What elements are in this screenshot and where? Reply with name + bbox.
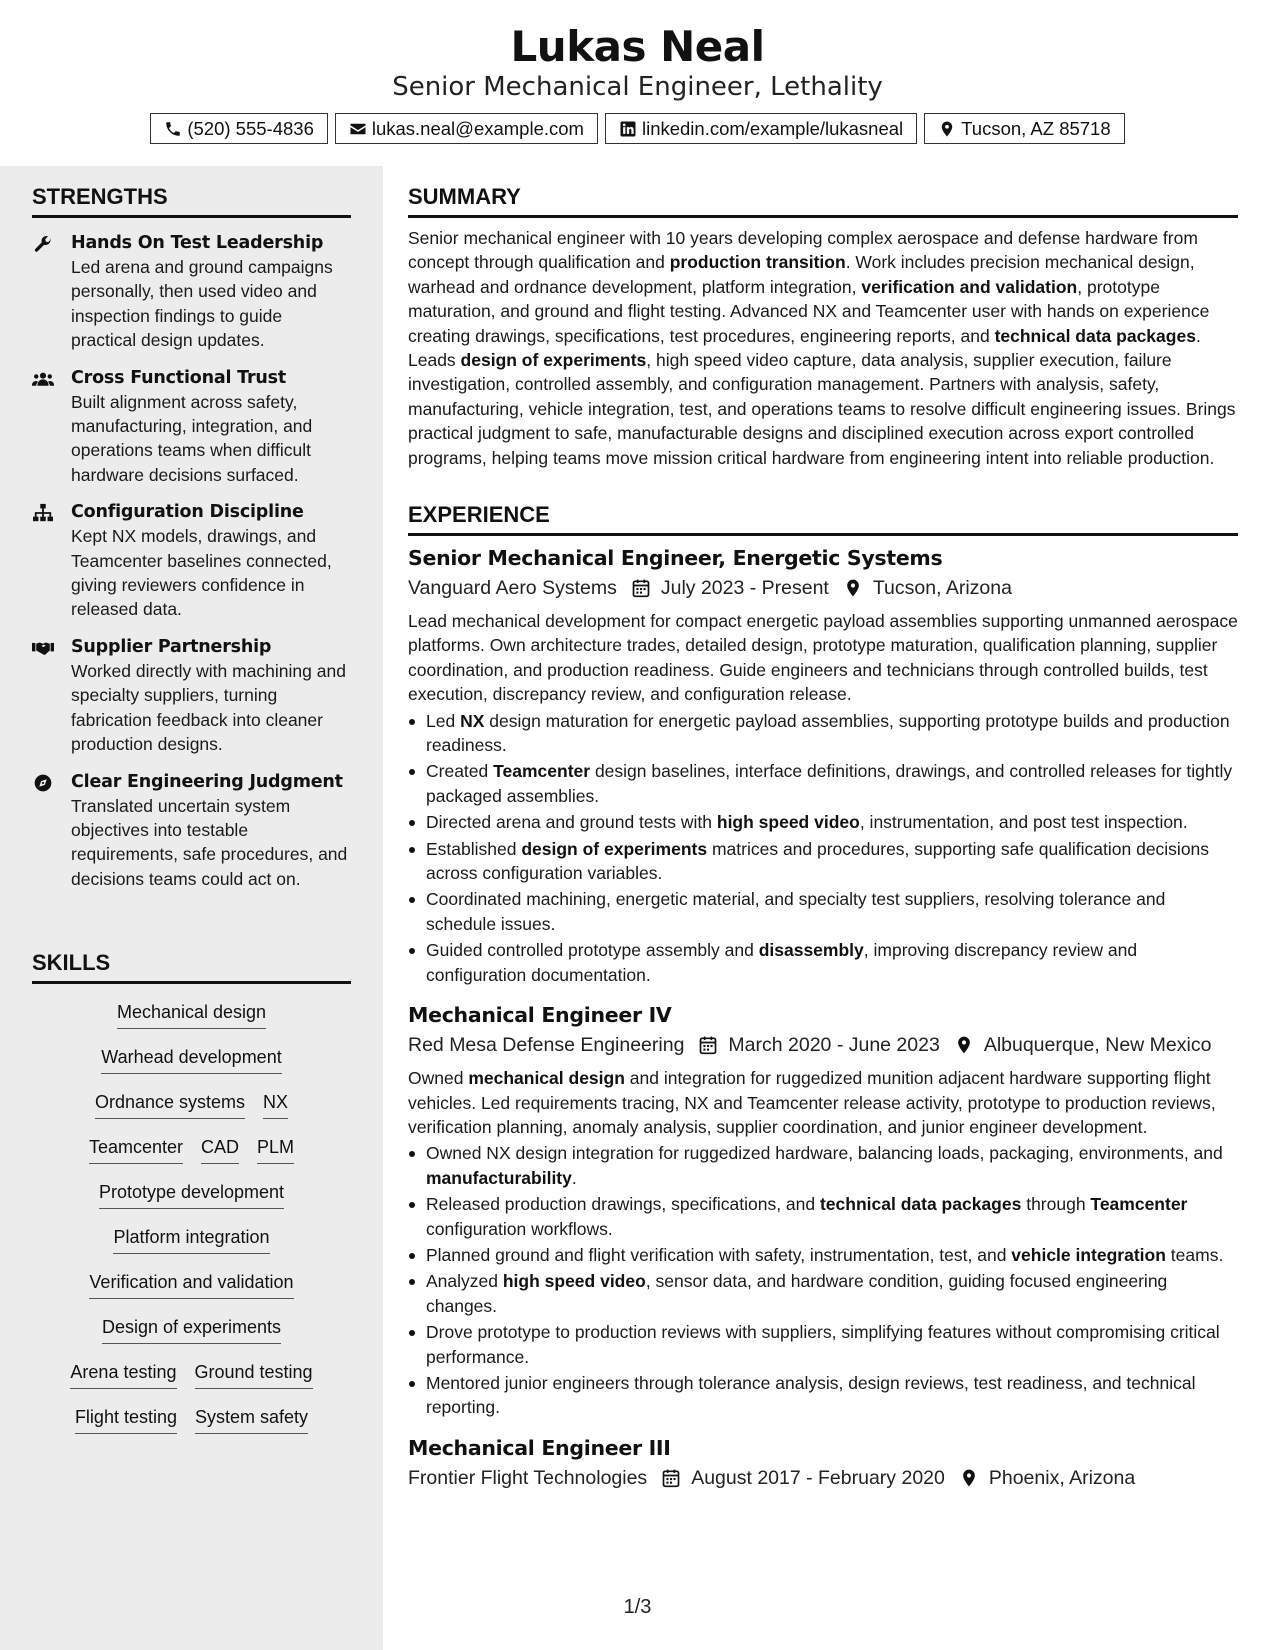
text-run: Senior mechanical engineer with 10 years developing complex aerospace and defense hardware from concept through qualification and: [408, 228, 1198, 273]
skill-tag: Verification and validation: [89, 1270, 293, 1299]
bold-keyword: technical data packages: [819, 1194, 1022, 1215]
text-run: design baselines, interface definitions, drawings, and controlled releases for tightly packaged assemblies.: [426, 761, 1233, 806]
bold-keyword: production transition: [669, 252, 846, 273]
text-run: Coordinated machining, energetic material, and specialty test suppliers, resolving tolerance and schedule issues.: [426, 889, 1166, 934]
strength-item: [32, 635, 351, 757]
text-run: Led: [426, 710, 461, 731]
experience-section: [408, 502, 1238, 1492]
job-description: [408, 609, 1238, 707]
job-list: [408, 544, 1238, 1492]
job-company: Red Mesa Defense Engineering: [408, 1034, 685, 1057]
skill-tag: Teamcenter: [89, 1135, 183, 1164]
bullet-item: [408, 759, 1238, 808]
strengths-heading: STRENGTHS: [32, 184, 351, 218]
bullet-item: [408, 709, 1238, 758]
contact-email-text: lukas.neal@example.com: [371, 117, 584, 139]
skill-tag: NX: [263, 1090, 288, 1119]
users-icon: [32, 369, 54, 389]
strength-title: Configuration Discipline: [71, 502, 304, 523]
strengths-section: [32, 184, 351, 891]
page-number: 1/3: [623, 1596, 652, 1618]
skill-tag: CAD: [201, 1135, 239, 1164]
contact-linkedin-text: linkedin.com/example/lukasneal: [641, 117, 904, 139]
job-meta: [408, 1031, 1238, 1059]
bold-keyword: design of experiments: [521, 838, 708, 859]
contact-bar: [0, 113, 1275, 144]
summary-heading: SUMMARY: [408, 184, 1238, 218]
text-run: through: [1021, 1194, 1091, 1215]
strength-description: Built alignment across safety, manufacturing, integration, and operations teams when difficult hardware decisions surfaced.: [71, 391, 313, 485]
contact-location: [924, 113, 1124, 144]
strength-title: Clear Engineering Judgment: [71, 771, 343, 792]
text-run: Directed arena and ground tests with: [426, 812, 717, 833]
text-run: Created: [426, 761, 494, 782]
summary-section: [408, 184, 1238, 470]
strength-item: [32, 231, 351, 353]
bold-keyword: disassembly: [758, 940, 864, 961]
skill-row: [32, 1180, 351, 1225]
bullet-item: [408, 1269, 1238, 1318]
bullet-item: [408, 1243, 1238, 1267]
compass-icon: [32, 773, 54, 793]
text-run: , sensor data, and hardware condition, guiding focused engineering changes.: [426, 1271, 1168, 1316]
strength-description: Led arena and ground campaigns personally, then used video and inspection findings to guide practical design updates.: [71, 257, 333, 351]
calendar-icon: [631, 578, 651, 598]
strength-item: [32, 770, 351, 892]
calendar-icon: [661, 1468, 681, 1488]
skill-tag: Arena testing: [70, 1360, 176, 1389]
strength-description: Translated uncertain system objectives into testable requirements, safe procedures, and decisions teams could act on.: [71, 795, 348, 889]
text-run: , high speed video capture, data analysis, supplier execution, failure investigation, controlled assembly, and configuration management. Partners with analysis, safety, manufacturing, vehicle integration, test, and operations teams to resolve difficult engineering issues. Brings practical judgment to safe, manufacturable designs and disciplined execution across export controlled programs, helping teams move mission critical hardware from engineering intent into reliable production.: [408, 350, 1236, 468]
skills-list: [32, 1000, 351, 1450]
text-run: . Work includes precision mechanical design, warhead and ordnance development, platform integration,: [408, 252, 1195, 297]
summary-text: [408, 226, 1238, 470]
text-run: configuration workflows.: [426, 1218, 613, 1239]
strength-title: Cross Functional Trust: [71, 367, 287, 388]
text-run: , prototype maturation, and ground and flight testing. Advanced NX and Teamcenter user with hands on experience creating drawings, specifications, test procedures, engineering reports, and: [408, 276, 1210, 346]
skill-tag: PLM: [257, 1135, 294, 1164]
text-run: . Leads: [408, 325, 1201, 371]
job-location: Tucson, Arizona: [872, 577, 1012, 599]
skill-tag: Platform integration: [113, 1225, 269, 1254]
calendar-icon: [698, 1035, 718, 1055]
skill-row: [32, 1360, 351, 1405]
contact-phone-text: (520) 555-4836: [187, 117, 314, 139]
job-title: Senior Mechanical Engineer, Energetic Systems: [408, 546, 943, 570]
bold-keyword: NX: [460, 710, 485, 731]
main-content: [383, 166, 1275, 1650]
bold-keyword: Teamcenter: [1090, 1194, 1188, 1215]
location-pin-icon: [843, 578, 863, 598]
text-run: .: [571, 1167, 577, 1188]
skill-tag: Ordnance systems: [95, 1090, 245, 1119]
skill-row: [32, 1405, 351, 1450]
job-dates: July 2023 - Present: [660, 577, 829, 599]
skill-tag: Prototype development: [99, 1180, 284, 1209]
candidate-name: Lukas Neal: [510, 22, 765, 71]
job-entry: [408, 1001, 1238, 1420]
bullet-item: [408, 810, 1238, 834]
strength-item: [32, 366, 351, 488]
skill-tag: System safety: [195, 1405, 308, 1434]
job-bullets: [408, 709, 1238, 987]
text-run: Mentored junior engineers through tolerance analysis, design reviews, test readiness, and technical reporting.: [426, 1372, 1196, 1418]
strength-description: Worked directly with machining and specialty suppliers, turning fabrication feedback into cleaner production designs.: [71, 660, 346, 755]
bullet-item: [408, 1320, 1238, 1369]
text-run: Released production drawings, specifications, and: [426, 1194, 820, 1215]
resume-header: [0, 0, 1275, 166]
skills-heading: SKILLS: [32, 950, 351, 984]
bullet-item: [408, 938, 1238, 987]
email-icon: [349, 120, 367, 138]
text-run: teams.: [1165, 1244, 1224, 1265]
skill-tag: Mechanical design: [117, 1000, 266, 1029]
strength-title: Hands On Test Leadership: [71, 233, 324, 253]
job-location: Phoenix, Arizona: [988, 1466, 1136, 1489]
contact-location-text: Tucson, AZ 85718: [961, 117, 1111, 139]
job-bullets: [408, 1141, 1238, 1419]
candidate-title: Senior Mechanical Engineer, Lethality: [392, 72, 883, 102]
bold-keyword: high speed video: [502, 1271, 646, 1292]
contact-email[interactable]: [335, 113, 598, 144]
text-run: design maturation for energetic payload assemblies, supporting prototype builds and production readiness.: [426, 710, 1230, 756]
sidebar: [0, 166, 383, 1650]
bold-keyword: verification and validation: [861, 276, 1078, 297]
bold-keyword: technical data packages: [994, 325, 1196, 346]
bold-keyword: high speed video: [716, 812, 860, 833]
job-company: Vanguard Aero Systems: [408, 577, 617, 599]
bullet-item: [408, 1141, 1238, 1190]
handshake-icon: [32, 638, 54, 658]
text-run: Guided controlled prototype assembly and: [426, 940, 759, 961]
experience-heading: EXPERIENCE: [408, 502, 1238, 536]
text-run: , instrumentation, and post test inspection.: [859, 812, 1188, 833]
text-run: Analyzed: [426, 1271, 503, 1292]
strength-title: Supplier Partnership: [71, 636, 272, 657]
skill-tag: Design of experiments: [102, 1315, 281, 1344]
strength-description: Kept NX models, drawings, and Teamcenter baselines connected, giving reviewers confidence in released data.: [71, 526, 332, 620]
job-title: Mechanical Engineer III: [408, 1435, 671, 1460]
contact-linkedin[interactable]: [605, 113, 917, 144]
text-run: Lead mechanical development for compact energetic payload assemblies supporting unmanned aerospace platforms. Own architecture trades, detailed design, prototype maturation, qualification planning, supplier coordination, and production readiness. Guide engineers and technicians through controlled builds, test execution, discrepancy review, and configuration release.: [408, 611, 1238, 705]
skill-tag: Warhead development: [101, 1045, 281, 1074]
job-title: Mechanical Engineer IV: [408, 1003, 672, 1028]
skill-row: [32, 1000, 351, 1045]
text-run: Planned ground and flight verification with safety, instrumentation, test, and: [426, 1244, 1012, 1265]
skill-row: [32, 1315, 351, 1360]
skill-row: [32, 1270, 351, 1315]
job-entry: [408, 544, 1238, 987]
text-run: and integration for ruggedized munition adjacent hardware supporting flight vehicles. Led requirements tracing, NX and Teamcenter release activity, prototype to production reviews, verification planning, anomaly analysis, supplier coordination, and junior engineer development.: [408, 1068, 1216, 1137]
skill-row: [32, 1225, 351, 1270]
job-dates: March 2020 - June 2023: [728, 1034, 940, 1057]
location-pin-icon: [959, 1468, 979, 1488]
job-company: Frontier Flight Technologies: [408, 1466, 648, 1489]
bold-keyword: Teamcenter: [493, 761, 591, 782]
location-pin-icon: [938, 120, 956, 138]
bold-keyword: manufacturability: [426, 1167, 572, 1188]
job-description: [408, 1066, 1238, 1139]
skill-row: [32, 1090, 351, 1135]
linkedin-icon: [619, 120, 637, 138]
job-meta: [408, 574, 1238, 602]
text-run: Established: [426, 838, 522, 859]
text-run: Owned: [408, 1068, 469, 1089]
location-pin-icon: [954, 1035, 974, 1055]
text-run: , improving discrepancy review and configuration documentation.: [426, 940, 1138, 985]
contact-phone[interactable]: [150, 113, 328, 144]
bullet-item: [408, 887, 1238, 936]
wrench-icon: [32, 234, 54, 254]
skill-row: [32, 1045, 351, 1090]
skills-section: [32, 950, 351, 1450]
strength-item: [32, 500, 351, 622]
job-meta: [408, 1464, 1238, 1492]
bullet-item: [408, 1192, 1238, 1241]
skill-tag: Ground testing: [195, 1360, 313, 1389]
job-location: Albuquerque, New Mexico: [983, 1034, 1212, 1057]
bold-keyword: vehicle integration: [1011, 1244, 1166, 1265]
job-dates: August 2017 - February 2020: [691, 1466, 945, 1489]
skill-tag: Flight testing: [75, 1405, 177, 1434]
text-run: Owned NX design integration for ruggedized hardware, balancing loads, packaging, environments, and: [426, 1143, 1223, 1164]
phone-icon: [164, 120, 182, 138]
job-entry: [408, 1434, 1238, 1492]
text-run: matrices and procedures, supporting safe qualification decisions across configuration variables.: [426, 838, 1210, 884]
sitemap-icon: [32, 503, 54, 523]
bullet-item: [408, 1371, 1238, 1420]
bold-keyword: design of experiments: [460, 350, 647, 371]
skill-row: [32, 1135, 351, 1180]
text-run: Drove prototype to production reviews with suppliers, simplifying features without compromising critical performance.: [426, 1322, 1220, 1367]
bullet-item: [408, 837, 1238, 886]
bold-keyword: mechanical design: [468, 1068, 625, 1089]
